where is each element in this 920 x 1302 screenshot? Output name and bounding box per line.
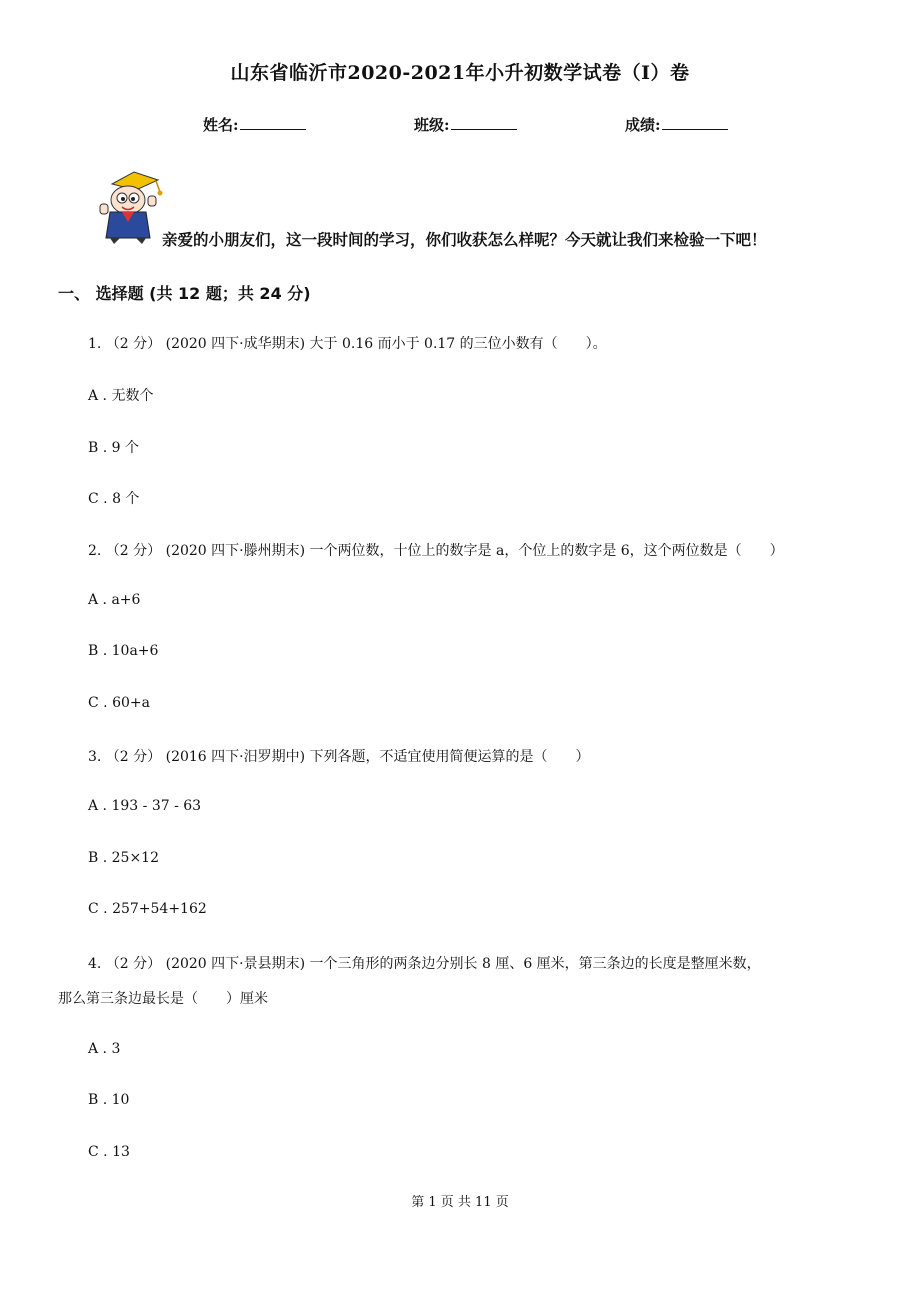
q4-option-a: A . 3 [88,1041,121,1057]
q1-option-b: B . 9 个 [88,440,139,456]
question-3: 3. （2 分） (2016 四下·汨罗期中) 下列各题，不适宜使用简便运算的是（ ） [88,749,590,765]
q1-option-c: C . 8 个 [88,491,140,507]
question-2: 2. （2 分） (2020 四下·滕州期末) 一个两位数，十位上的数字是 a，个位上的数字是 6，这个两位数是（ ） [88,543,784,559]
class-label: 班级: [414,116,450,134]
q4-option-c: C . 13 [88,1144,130,1160]
q2-option-b: B . 10a+6 [88,643,159,659]
score-field [625,114,728,135]
score-blank [662,115,728,130]
score-label: 成绩: [625,116,661,134]
question-1: 1. （2 分） (2020 四下·成华期末) 大于 0.16 而小于 0.17 的三位小数有（ ）。 [88,336,607,352]
q3-option-a: A . 193 - 37 - 63 [88,798,202,814]
name-blank [240,115,306,130]
q2-option-a: A . a+6 [88,592,141,608]
q4-option-b: B . 10 [88,1092,130,1108]
greeting-text: 亲爱的小朋友们，这一段时间的学习，你们收获怎么样呢？今天就让我们来检验一下吧！ [162,231,767,249]
page-footer: 第 1 页 共 11 页 [411,1195,509,1210]
class-field [414,114,517,135]
q2-option-c: C . 60+a [88,695,150,711]
q1-option-a: A . 无数个 [88,388,154,404]
name-field [203,114,306,135]
name-label: 姓名: [203,116,239,134]
question-4: 4. （2 分） (2020 四下·景县期末) 一个三角形的两条边分别长 8 厘、6 厘米，第三条边的长度是整厘米数， [88,956,761,972]
mascot-image [90,166,170,246]
class-blank [451,115,517,130]
page-title: 山东省临沂市2020-2021年小升初数学试卷（I）卷 [230,62,690,84]
section-heading: 一、 选择题 (共 12 题；共 24 分) [58,284,311,303]
q3-option-c: C . 257+54+162 [88,901,207,917]
question-4-continued: 那么第三条边最长是（ ）厘米 [58,991,268,1007]
q3-option-b: B . 25×12 [88,850,159,866]
